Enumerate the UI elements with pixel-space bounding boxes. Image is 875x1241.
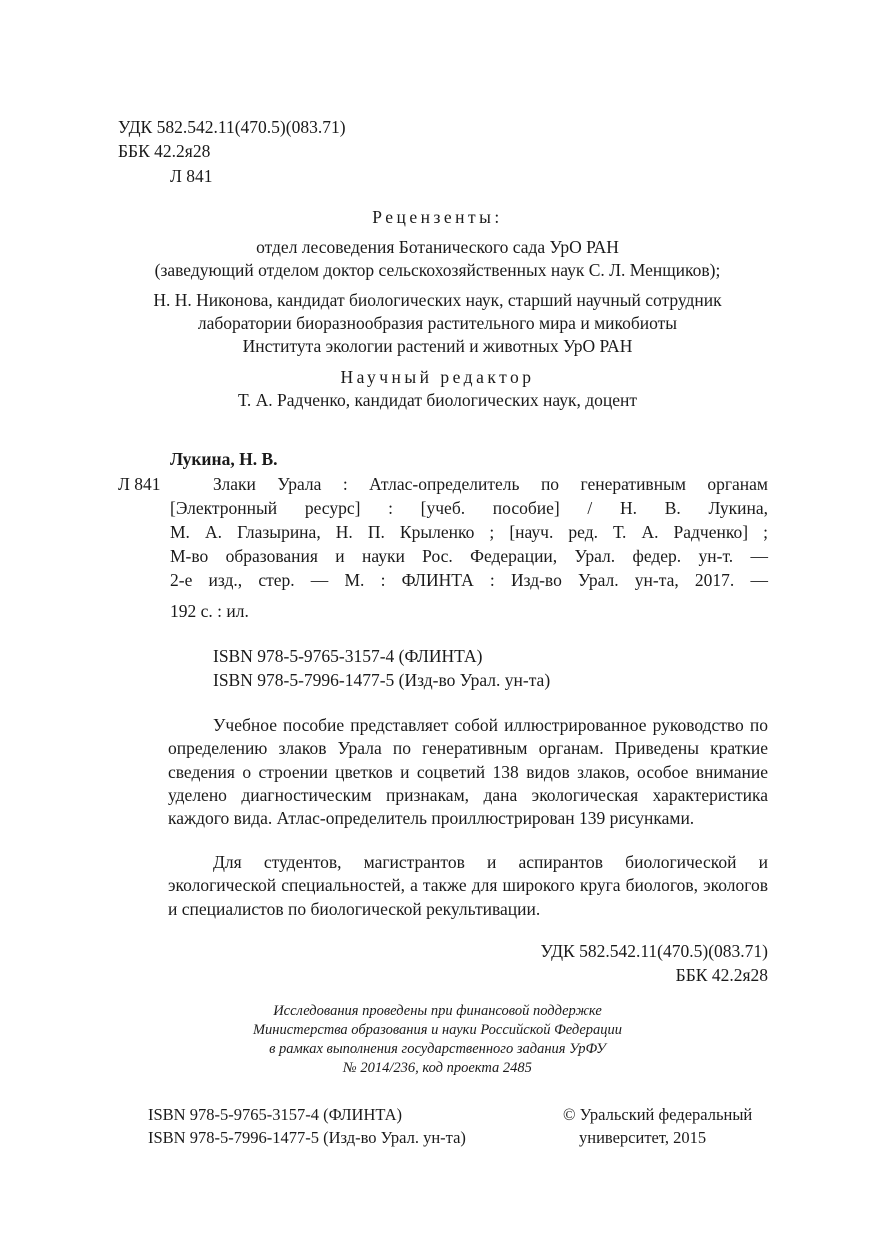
isbn-line: ISBN 978-5-9765-3157-4 (ФЛИНТА) [213,646,483,666]
reviewer-line: Института экологии растений и животных УрО РАН [242,336,633,356]
record-mark: Л 841 [118,474,161,494]
copyright-line: © Уральский федеральный [563,1105,753,1124]
reviewer-line: лаборатории биоразнообразия растительного мира и микобиоты [197,313,678,333]
reviewer-line: (заведующий отделом доктор сельскохозяйственных наук С. Л. Менщиков); [154,260,721,280]
annotation-paragraph-2: Для студентов, магистрантов и аспирантов биологической и экологической специальностей, а также для широкого круга биологов, экологов и специалистов по биологической рекультивации. [168,852,768,919]
record-line: [Электронный ресурс] : [учеб. пособие] / Н. В. Лукина, [170,498,768,518]
funding-line: № 2014/236, код проекта 2485 [343,1060,532,1076]
record-line: Злаки Урала : Атлас-определитель по генеративным органам [213,474,768,494]
editor-heading: Научный редактор [340,367,535,387]
record-line: 192 с. : ил. [170,601,249,621]
record-author: Лукина, Н. В. [170,449,278,469]
bottom-isbn: ISBN 978-5-9765-3157-4 (ФЛИНТА) [148,1105,403,1124]
bottom-isbn: ISBN 978-5-7996-1477-5 (Изд-во Урал. ун-та) [148,1128,466,1147]
copyright-line: университет, 2015 [579,1128,707,1147]
reviewer-line: отдел лесоведения Ботанического сада УрО РАН [256,237,619,257]
reviewer-line: Н. Н. Никонова, кандидат биологических наук, старший научный сотрудник [153,290,722,310]
funding-line: в рамках выполнения государственного задания УрФУ [269,1041,606,1057]
udk-code: УДК 582.542.11(470.5)(083.71) [118,117,346,137]
footer-bbk: ББК 42.2я28 [675,965,768,985]
isbn-line: ISBN 978-5-7996-1477-5 (Изд-во Урал. ун-та) [213,670,551,690]
footer-udk: УДК 582.542.11(470.5)(083.71) [540,941,768,961]
funding-line: Исследования проведены при финансовой поддержке [273,1003,602,1019]
record-line: М-во образования и науки Рос. Федерации, Урал. федер. ун-т. — [170,546,768,566]
reviewers-heading: Рецензенты: [372,207,503,227]
bbk-code: ББК 42.2я28 [118,141,211,161]
record-line: 2-е изд., стер. — М. : ФЛИНТА : Изд-во Урал. ун-та, 2017. — [170,570,768,590]
author-mark: Л 841 [170,166,213,186]
funding-line: Министерства образования и науки Российской Федерации [252,1022,623,1038]
annotation-paragraph-1: Учебное пособие представляет собой иллюстрированное руководство по определению злаков Урала по генеративным органам. Приведены краткие сведения о строении цветков и соцветий 138 видов злаков, особое внимание уделено диагностическим признакам, дана экологическая характеристика каждого вида. Атлас-определитель проиллюстрирован 139 рисунками. [168,715,768,829]
record-first-line [213,473,768,495]
record-line: М. А. Глазырина, Н. П. Крыленко ; [науч. ред. Т. А. Радченко] ; [170,522,768,542]
record-body [170,497,768,593]
editor-line: Т. А. Радченко, кандидат биологических наук, доцент [237,390,638,410]
